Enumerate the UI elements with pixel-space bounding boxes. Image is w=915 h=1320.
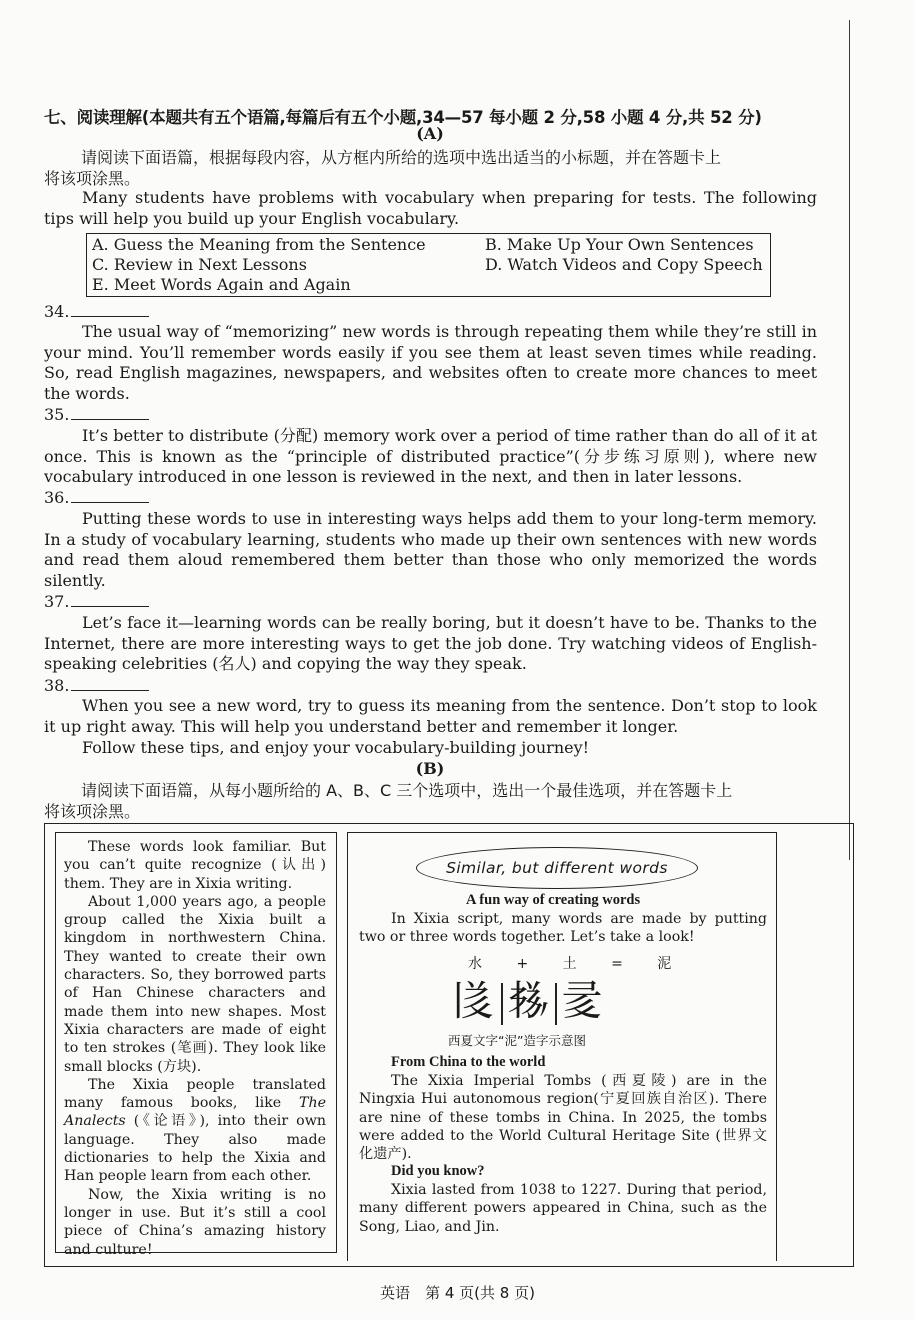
option-c: C. Review in Next Lessons bbox=[92, 255, 307, 274]
book-title: The Analects bbox=[64, 1095, 326, 1130]
question-38-text: When you see a new word, try to guess its meaning from the sentence. Don’t stop to look it up right away. This will help you understand better and remember it longer. bbox=[44, 696, 817, 736]
page-footer: 英语 第 4 页(共 8 页) bbox=[380, 1284, 535, 1302]
section-heading: 七、阅读理解(本题共有五个语篇,每篇后有五个小题,34—57 每小题 2 分,58 小题 4 分,共 52 分) bbox=[44, 108, 762, 127]
part-a-closing: Follow these tips, and enjoy your vocabulary-building journey! bbox=[82, 738, 590, 757]
fun-way-heading: A fun way of creating words bbox=[466, 892, 641, 908]
left-paragraph-2: About 1,000 years ago, a people group called the Xixia built a kingdom in northwestern China. They wanted to create their own characters. So, they borrowed parts of Han Chinese characters and made them into new shapes. Most Xixia characters are made of eight to ten strokes (笔画). They look like small blocks (方块). bbox=[64, 893, 326, 1075]
answer-blank bbox=[71, 488, 149, 503]
equation-part2: 土 bbox=[562, 956, 577, 972]
left-paragraph-4: Now, the Xixia writing is no longer in use. But it’s still a cool piece of China’s amazing history and culture! bbox=[64, 1186, 326, 1258]
part-b-instruction-line1: 请阅读下面语篇，从每小题所给的 A、B、C 三个选项中，选出一个最佳选项，并在答题卡上 bbox=[81, 781, 733, 800]
option-a: A. Guess the Meaning from the Sentence bbox=[92, 235, 426, 254]
equation-plus: + bbox=[516, 956, 529, 972]
equation-equals: = bbox=[611, 956, 623, 972]
answer-blank bbox=[71, 592, 149, 607]
part-a-intro: Many students have problems with vocabulary when preparing for tests. The following tips will help you build up your English vocabulary. bbox=[44, 188, 817, 228]
question-34-text: The usual way of “memorizing” new words is through repeating them while they’re still in your mind. You’ll remember words easily if you see them at least seven times while reading. So, read English magazines, newspapers, and websites often to create more chances to meet the words. bbox=[44, 322, 817, 403]
passage-b-left-text bbox=[64, 838, 326, 1259]
option-d: D. Watch Videos and Copy Speech bbox=[485, 255, 763, 274]
xixia-glyphs bbox=[453, 975, 653, 1027]
xixia-glyph-3: 𗕌 bbox=[561, 976, 606, 1025]
part-a-instruction bbox=[44, 147, 819, 189]
part-b-instruction bbox=[44, 780, 819, 822]
from-china-heading: From China to the world bbox=[391, 1054, 546, 1070]
question-36-number: 36. bbox=[44, 488, 149, 507]
from-china-text: The Xixia Imperial Tombs (西夏陵) are in the Ningxia Hui autonomous region(宁夏回族自治区). There are nine of these tombs in China. In 2025, the tombs were added to the World Cultural Heritage Site (世界文化遗产). bbox=[359, 1073, 767, 1163]
character-equation bbox=[468, 953, 671, 973]
glyph-separator bbox=[555, 983, 557, 1025]
left-paragraph-1: These words look familiar. But you can’t quite recognize (认出) them. They are in Xixia writing. bbox=[64, 839, 326, 892]
part-a-label: (A) bbox=[416, 124, 444, 143]
did-you-know-text: Xixia lasted from 1038 to 1227. During that period, many different powers appeared in China, such as the Song, Liao, and Jin. bbox=[359, 1182, 767, 1235]
question-37-text: Let’s face it—learning words can be really boring, but it doesn’t have to be. Thanks to the Internet, there are more interesting ways to get the job done. Try watching videos of English-speaking celebrities (名人) and copying the way they speak. bbox=[44, 613, 817, 674]
answer-blank bbox=[71, 405, 149, 420]
right-title-oval: Similar, but different words bbox=[416, 847, 698, 889]
did-you-know-heading: Did you know? bbox=[391, 1163, 485, 1179]
question-37-number: 37. bbox=[44, 592, 149, 611]
glyph-separator bbox=[501, 983, 503, 1025]
equation-result: 泥 bbox=[657, 956, 672, 972]
answer-blank bbox=[71, 676, 149, 691]
equation-part1: 水 bbox=[468, 956, 482, 972]
part-a-instruction-line2: 将该项涂黑。 bbox=[44, 169, 141, 188]
question-36-text: Putting these words to use in interesting ways helps add them to your long-term memory. In a study of vocabulary learning, students who made up their own sentences with new words and read them aloud remembered them better than those who only memorized the words silently. bbox=[44, 509, 817, 590]
question-34-number: 34. bbox=[44, 302, 149, 321]
part-a-instruction-line1: 请阅读下面语篇，根据每段内容，从方框内所给的选项中选出适当的小标题，并在答题卡上 bbox=[81, 148, 722, 167]
option-e: E. Meet Words Again and Again bbox=[92, 275, 351, 294]
page-edge-line bbox=[849, 20, 850, 860]
options-box bbox=[86, 233, 771, 297]
left-paragraph-3: The Xixia people translated many famous books, like The Analects (《论语》), into their own language. They also made dictionaries to help the Xixia and Han people learn from each other. bbox=[64, 1076, 326, 1185]
part-b-label: (B) bbox=[415, 759, 445, 778]
glyph-caption: 西夏文字“泥”造字示意图 bbox=[448, 1033, 586, 1048]
fun-way-text: In Xixia script, many words are made by putting two or three words together. Let’s take a look! bbox=[359, 911, 767, 946]
question-38-number: 38. bbox=[44, 676, 149, 695]
xixia-glyph-1: 𗁅 bbox=[453, 976, 498, 1025]
option-b: B. Make Up Your Own Sentences bbox=[485, 235, 754, 254]
answer-blank bbox=[71, 302, 149, 317]
xixia-glyph-2: 𗈪 bbox=[507, 976, 552, 1025]
question-35-number: 35. bbox=[44, 405, 149, 424]
question-35-text: It’s better to distribute (分配) memory work over a period of time rather than do all of it at once. This is known as the “principle of distributed practice”(分步练习原则), where new vocabulary introduced in one lesson is reviewed in the next, and then in later lessons. bbox=[44, 426, 817, 487]
part-b-instruction-line2: 将该项涂黑。 bbox=[44, 802, 141, 821]
